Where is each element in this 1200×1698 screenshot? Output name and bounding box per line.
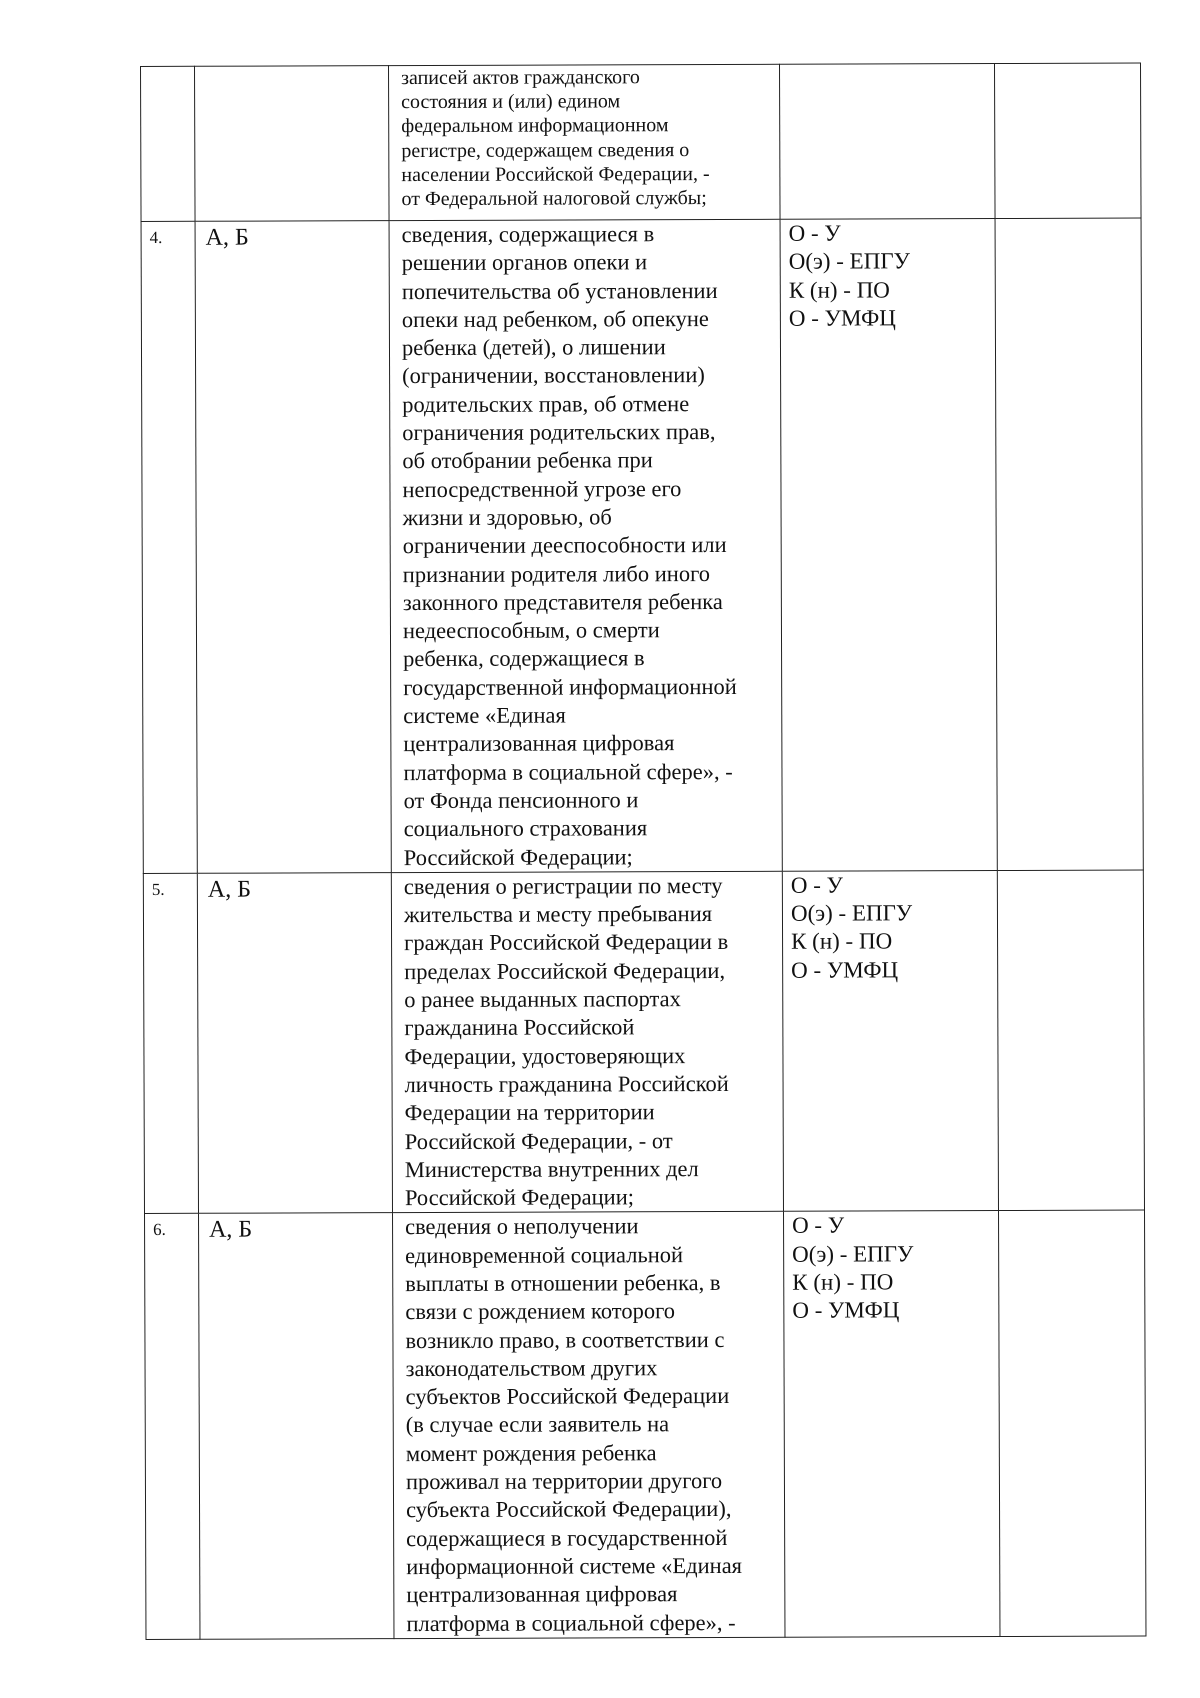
submission-mode-cell: О - У О(э) - ЕПГУ К (н) - ПО О - УМФЦ <box>780 219 997 872</box>
row-number-cell: 4. <box>141 221 197 873</box>
submission-mode-cell: О - У О(э) - ЕПГУ К (н) - ПО О - УМФЦ <box>784 1211 1000 1637</box>
table-row-5 <box>143 870 1144 1214</box>
extra-cell <box>994 63 1141 219</box>
document-table <box>140 63 1146 1640</box>
description-cell: записей актов гражданского состояния и (или) едином федеральном информационном регистре, содержащем сведения о населении Российской Федерации, - от Федеральной налоговой службы; <box>389 64 781 220</box>
row-number-cell: 5. <box>143 873 198 1214</box>
category-cell: А, Б <box>195 221 391 874</box>
submission-mode-cell: О - У О(э) - ЕПГУ К (н) - ПО О - УМФЦ <box>782 870 998 1211</box>
description-cell: сведения, содержащиеся в решении органов опеки и попечительства об установлении опеки над ребенком, об опекуне ребенка (детей), о лишении (ограничении, восстановлении) родительских прав, об отмене ограничения родительских прав, об отобрании ребенка при непосредственной угрозе его жизни и здоровью, об ограничении дееспособности или признании родителя либо иного законного представителя ребенка недееспособным, о смерти ребенка, содержащиеся в государственной информационной системе «Единая централизованная цифровая платформа в социальной сфере», - от Фонда пенсионного и социального страхования Российской Федерации; <box>389 219 782 872</box>
row-number-cell <box>141 66 196 221</box>
extra-cell <box>999 1210 1146 1636</box>
extra-cell <box>995 218 1143 870</box>
table-row-4 <box>141 218 1143 873</box>
description-cell: сведения о регистрации по месту жительства и месту пребывания граждан Российской Федерации в пределах Российской Федерации, о ранее выданных паспортах гражданина Российской Федерации, удостоверяющих личность гражданина Российской Федерации на территории Российской Федерации, - от Министерства внутренних дел Российской Федерации; <box>391 871 783 1213</box>
category-cell <box>195 66 390 222</box>
table-row-6 <box>145 1210 1146 1639</box>
category-cell: А, Б <box>197 872 392 1213</box>
extra-cell <box>997 870 1144 1211</box>
description-cell: сведения о неполучении единовременной социальной выплаты в отношении ребенка, в связи с рождением которого возникло право, в соответствии с законодательством других субъектов Российской Федерации (в случае если заявитель на момент рождения ребенка проживал на территории другого субъекта Российской Федерации), содержащиеся в государственной информационной системе «Единая централизованная цифровая платформа в социальной сфере», - <box>393 1212 785 1639</box>
table-row-continuation <box>141 63 1142 221</box>
row-number-cell: 6. <box>145 1214 200 1640</box>
submission-mode-cell <box>779 64 995 220</box>
category-cell: А, Б <box>199 1213 394 1639</box>
